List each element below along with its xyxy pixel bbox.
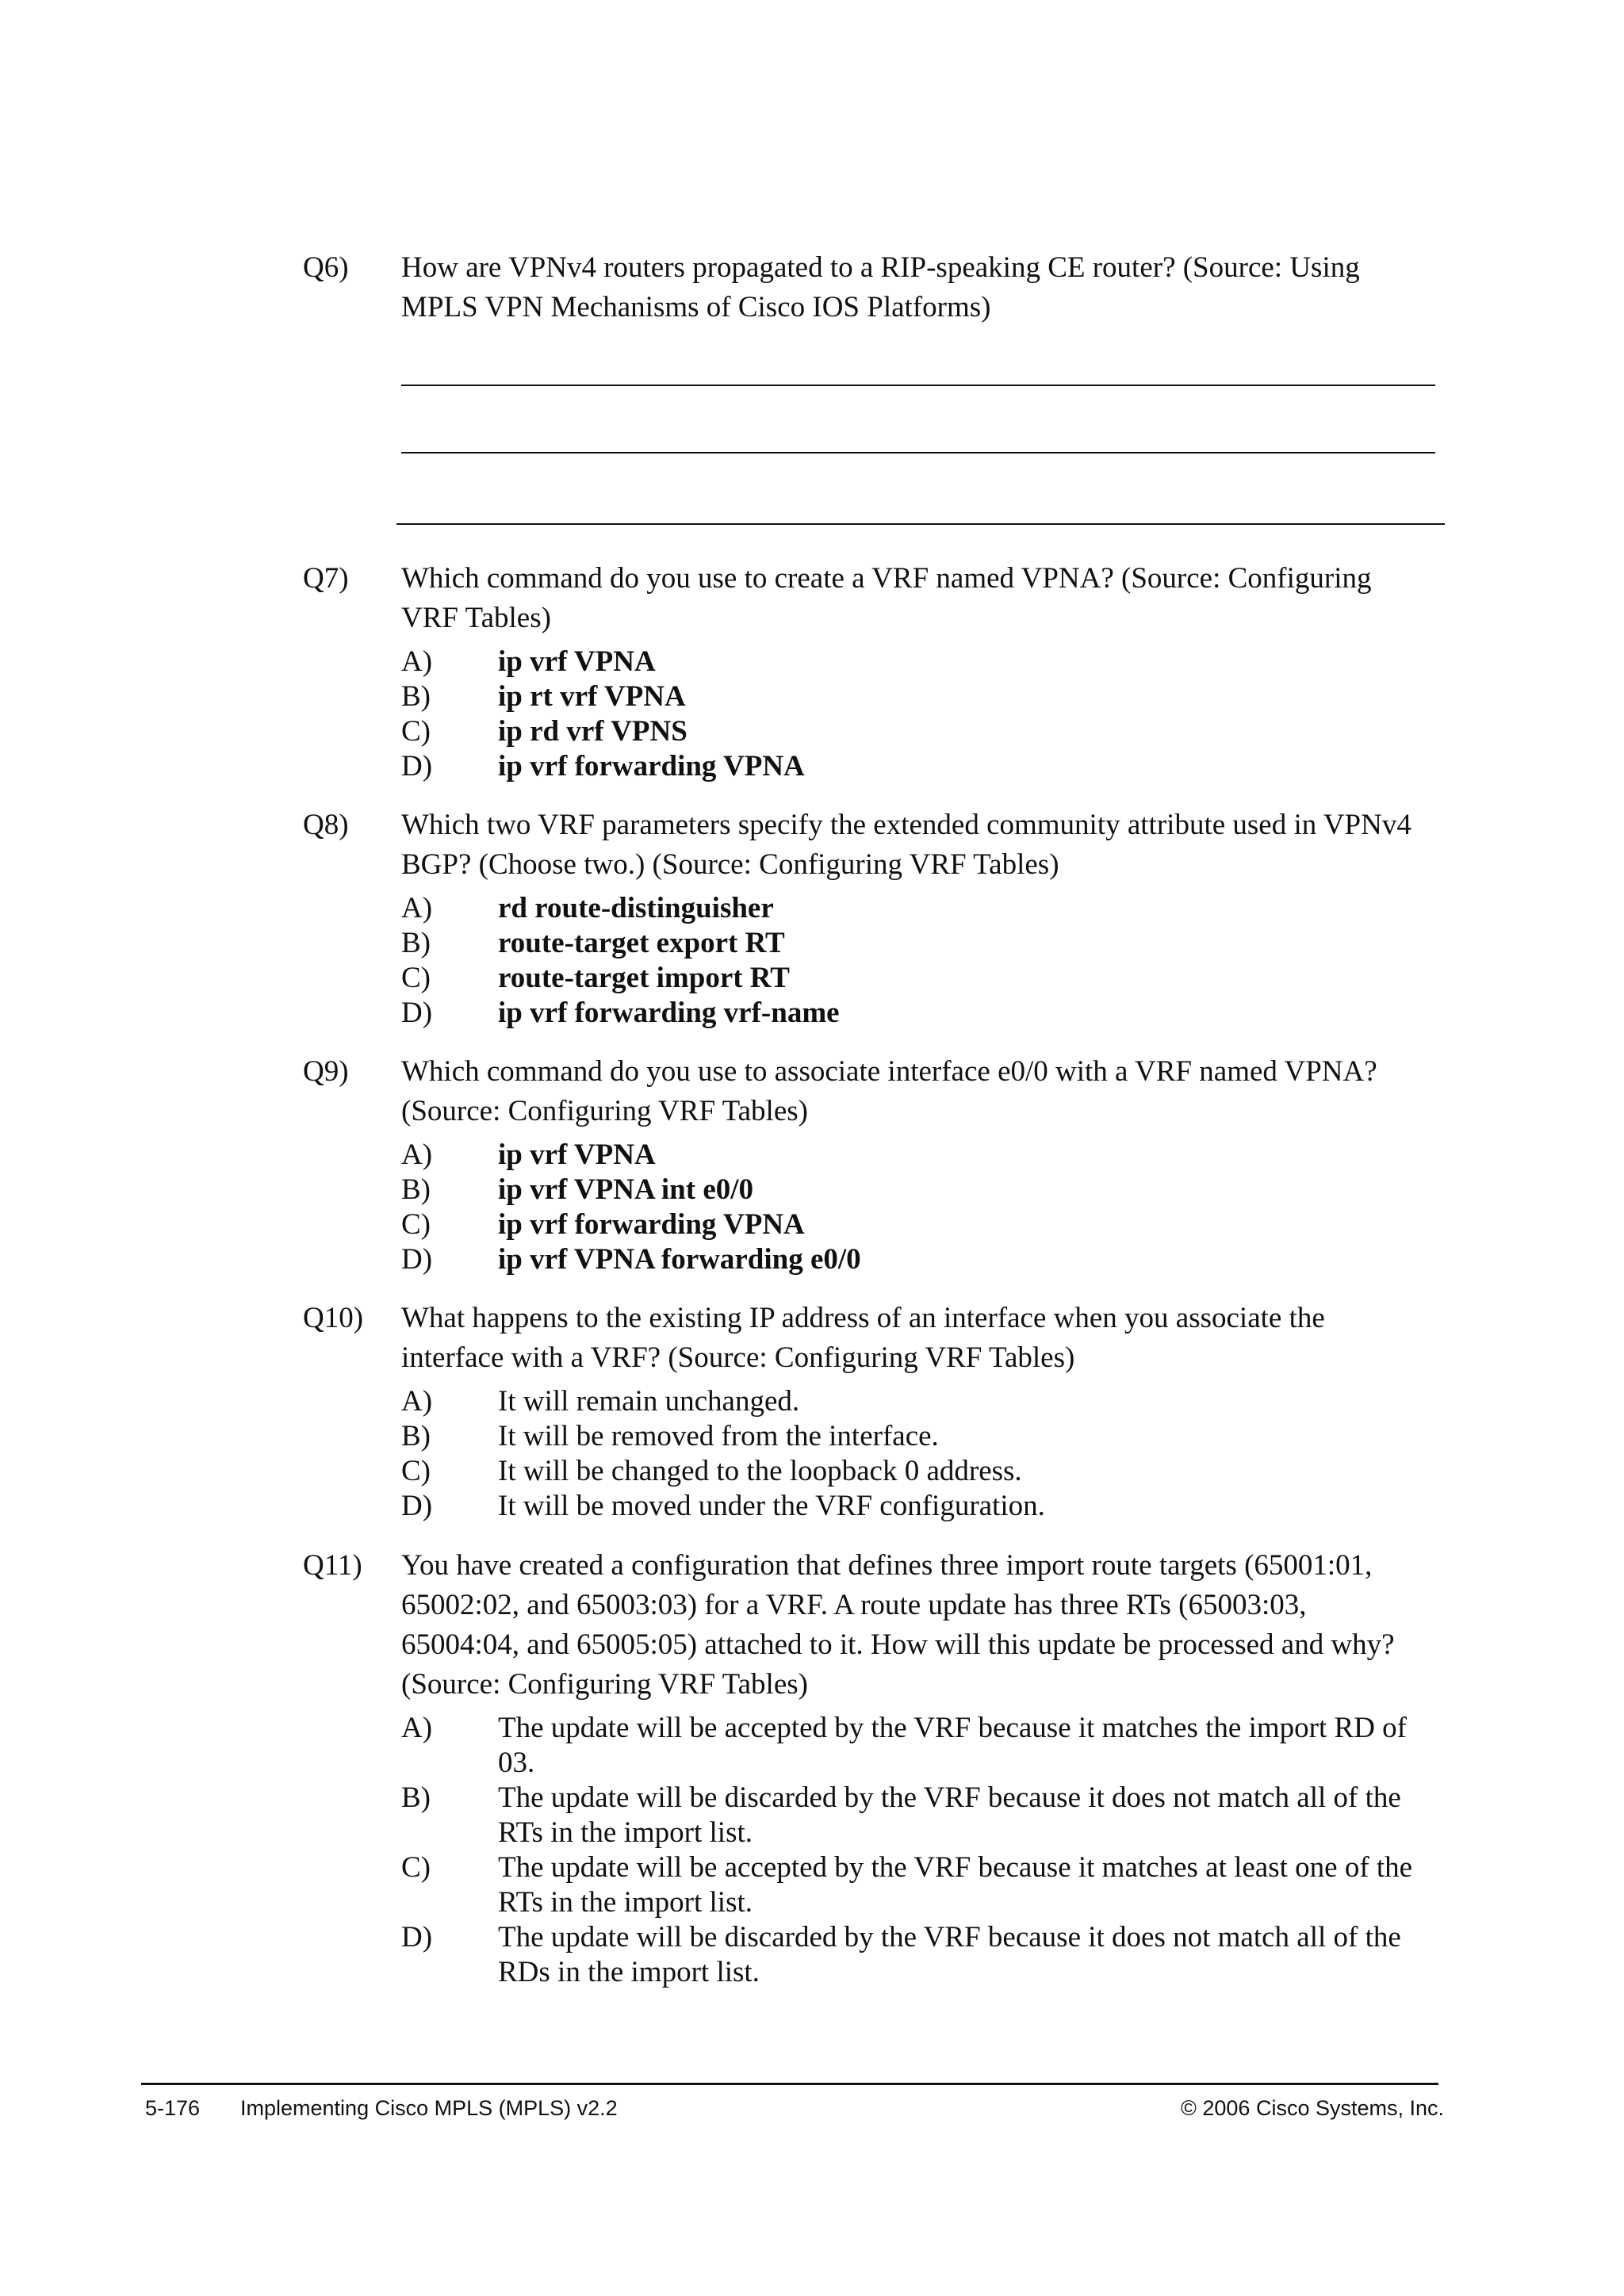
option-c: [401, 1454, 1437, 1489]
option-letter: C): [401, 962, 431, 994]
option-text: ip vrf VPNA: [498, 645, 656, 678]
answer-line-2: [401, 452, 1435, 453]
question-number: Q7): [303, 562, 349, 595]
question-text: Which command do you use to associate interface e0/0 with a VRF named VPNA? (Source: Configuring VRF Tables): [401, 1055, 1377, 1127]
option-b: [401, 1173, 1437, 1207]
option-list: [401, 1711, 1437, 1990]
option-a: [401, 891, 1437, 926]
option-letter: B): [401, 927, 431, 959]
option-list: [401, 1384, 1437, 1524]
question-q7: [303, 559, 1437, 784]
option-text: It will be moved under the VRF configuration.: [498, 1490, 1045, 1522]
footer-rule: [141, 2083, 1438, 2085]
option-b: [401, 1781, 1437, 1850]
option-letter: C): [401, 715, 431, 748]
option-c: [401, 961, 1437, 996]
option-text: The update will be discarded by the VRF because it does not match all of the RDs in the import list.: [498, 1921, 1401, 1988]
option-letter: A): [401, 1138, 433, 1171]
option-letter: C): [401, 1851, 431, 1884]
option-b: [401, 679, 1437, 714]
question-text: Which two VRF parameters specify the extended community attribute used in VPNv4 BGP? (Choose two.) (Source: Configuring VRF Tables): [401, 809, 1411, 881]
question-q9: [303, 1052, 1437, 1277]
question-text: What happens to the existing IP address of an interface when you associate the interface with a VRF? (Source: Configuring VRF Tables): [401, 1302, 1325, 1374]
option-text: It will remain unchanged.: [498, 1385, 800, 1418]
option-letter: A): [401, 892, 433, 924]
option-text: rd route-distinguisher: [498, 892, 774, 924]
option-letter: C): [401, 1455, 431, 1487]
option-letter: D): [401, 1490, 433, 1522]
question-number: Q6): [303, 251, 349, 284]
option-text: ip rt vrf VPNA: [498, 680, 686, 713]
option-text: The update will be accepted by the VRF because it matches the import RD of 03.: [498, 1712, 1407, 1779]
footer-copyright: © 2006 Cisco Systems, Inc.: [1180, 2096, 1444, 2120]
option-d: [401, 749, 1437, 784]
option-letter: A): [401, 645, 433, 678]
answer-line-1: [401, 385, 1435, 386]
option-letter: D): [401, 1921, 433, 1954]
option-letter: D): [401, 997, 433, 1029]
option-list: [401, 1138, 1437, 1277]
option-c: [401, 1850, 1437, 1920]
question-text: How are VPNv4 routers propagated to a RIP-speaking CE router? (Source: Using MPLS VPN Mechanisms of Cisco IOS Platforms): [401, 251, 1360, 323]
question-q10: [303, 1299, 1437, 1524]
option-a: [401, 1384, 1437, 1419]
option-text: ip vrf forwarding VPNA: [498, 750, 805, 783]
question-text: Which command do you use to create a VRF named VPNA? (Source: Configuring VRF Tables): [401, 562, 1372, 634]
option-text: ip vrf VPNA forwarding e0/0: [498, 1243, 861, 1276]
option-letter: A): [401, 1385, 433, 1418]
option-b: [401, 926, 1437, 961]
option-letter: D): [401, 1243, 433, 1276]
option-d: [401, 1242, 1437, 1277]
option-c: [401, 714, 1437, 749]
question-number: Q11): [303, 1549, 362, 1582]
option-text: ip vrf forwarding vrf-name: [498, 997, 840, 1029]
option-letter: B): [401, 680, 431, 713]
option-d: [401, 1920, 1437, 1990]
option-text: The update will be accepted by the VRF because it matches at least one of the RTs in the import list.: [498, 1851, 1413, 1919]
question-q11: [303, 1546, 1437, 1990]
option-text: It will be removed from the interface.: [498, 1420, 939, 1452]
option-letter: D): [401, 750, 433, 783]
option-letter: B): [401, 1420, 431, 1452]
option-letter: B): [401, 1173, 431, 1206]
question-number: Q8): [303, 809, 349, 841]
footer-course-title: Implementing Cisco MPLS (MPLS) v2.2: [240, 2096, 618, 2120]
option-text: ip vrf forwarding VPNA: [498, 1208, 805, 1241]
question-q8: [303, 806, 1437, 1031]
footer-page-number: 5-176: [145, 2096, 201, 2120]
option-text: ip vrf VPNA: [498, 1138, 656, 1171]
option-text: route-target export RT: [498, 927, 785, 959]
question-number: Q10): [303, 1302, 364, 1334]
option-a: [401, 1711, 1437, 1781]
option-list: [401, 891, 1437, 1031]
option-a: [401, 1138, 1437, 1173]
option-text: route-target import RT: [498, 962, 790, 994]
option-text: ip rd vrf VPNS: [498, 715, 688, 748]
option-a: [401, 645, 1437, 679]
option-letter: A): [401, 1712, 433, 1744]
option-letter: B): [401, 1781, 431, 1814]
option-list: [401, 645, 1437, 784]
option-b: [401, 1419, 1437, 1454]
option-text: It will be changed to the loopback 0 address.: [498, 1455, 1022, 1487]
option-text: The update will be discarded by the VRF because it does not match all of the RTs in the import list.: [498, 1781, 1401, 1849]
option-c: [401, 1207, 1437, 1242]
question-text: You have created a configuration that defines three import route targets (65001:01, 65002:02, and 65003:03) for a VRF. A route update has three RTs (65003:03, 65004:04, and 65005:05) attached to it. How will this update be processed and why? (Source: Configuring VRF Tables): [401, 1549, 1395, 1701]
option-letter: C): [401, 1208, 431, 1241]
option-d: [401, 1489, 1437, 1524]
question-q6: [303, 248, 1437, 327]
question-number: Q9): [303, 1055, 349, 1088]
option-d: [401, 996, 1437, 1031]
option-text: ip vrf VPNA int e0/0: [498, 1173, 754, 1206]
answer-line-3: [396, 523, 1445, 525]
